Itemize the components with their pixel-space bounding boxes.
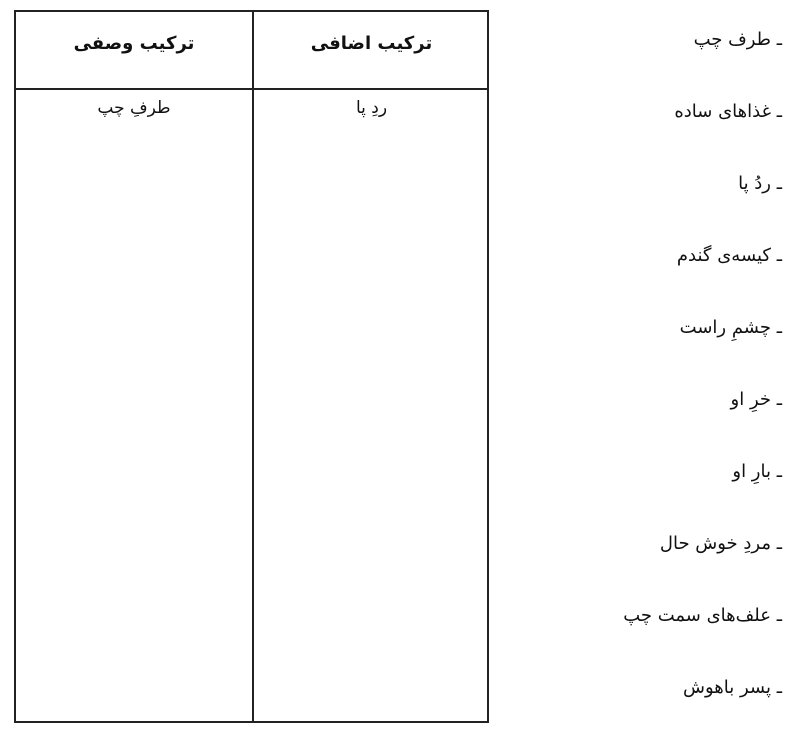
column-header-ezafe: ترکیب اضافی [310,32,433,54]
column-ezafe [254,12,489,721]
list-item: ـ ردُ پا [738,173,782,194]
list-item: ـ علف‌های سمت چپ [623,605,782,626]
list-item: ـ چشمِ راست [679,317,782,338]
list-item: ـ طرف چپ [693,29,782,50]
list-item: ـ کیسه‌ی گندم [676,245,782,266]
column-vasfi [16,12,252,721]
list-item: ـ مردِ خوش حال [659,533,782,554]
list-item: ـ خرِ او [730,389,782,410]
example-ezafe: ردِ پا [355,98,388,118]
word-list [502,20,782,740]
column-header-vasfi: ترکیب وصفی [73,32,195,54]
list-item: ـ بارِ او [732,461,782,482]
list-item: ـ غذاهای ساده [674,101,782,122]
classification-table [14,10,489,723]
example-vasfi: طرفِ چپ [97,98,171,118]
list-item: ـ پسر باهوش [683,677,782,698]
